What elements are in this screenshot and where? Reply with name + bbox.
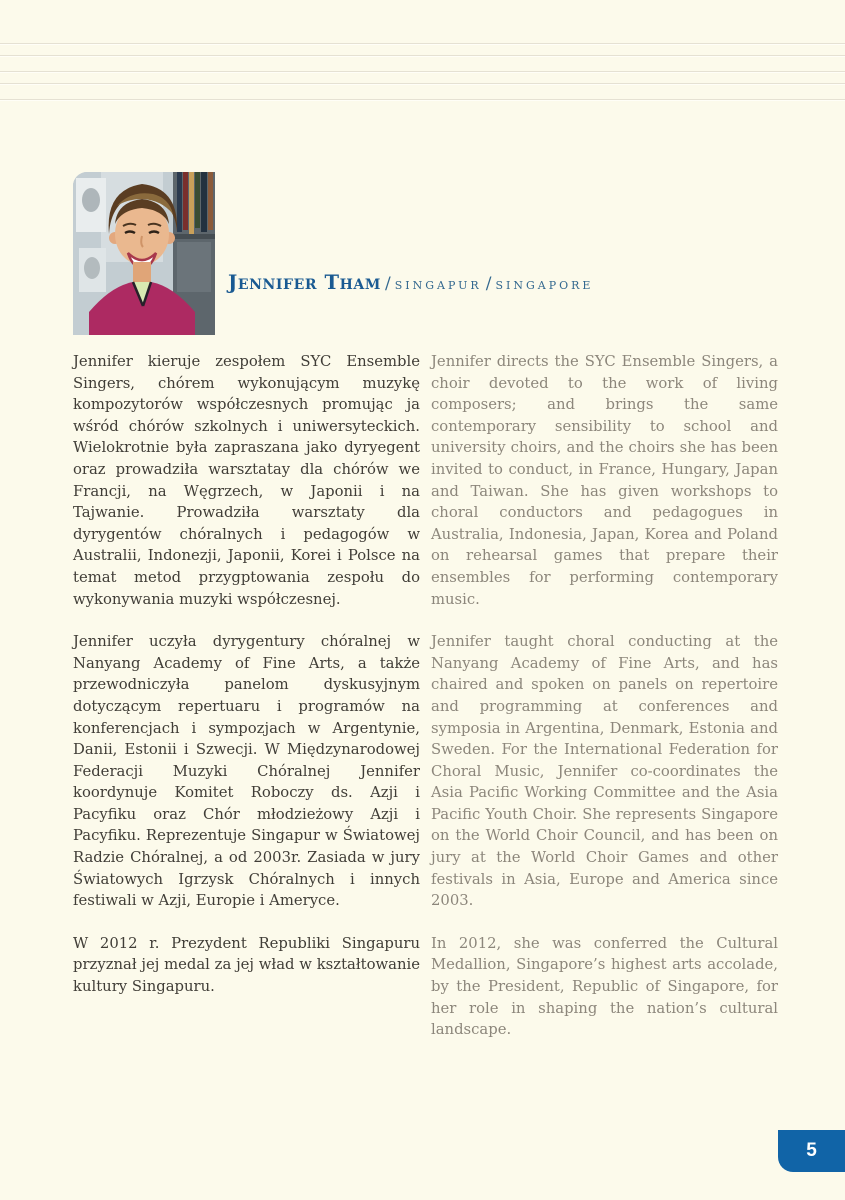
bio-columns: [73, 351, 778, 1062]
polish-paragraph-2: Jennifer uczyła dyrygentury chóralnej w Nanyang Academy of Fine Arts, a także przewodniczyła panelom dyskusyjnym dotyczącym repertuaru i programów na konferencjach i sympozjach w Argentynie, Danii, Estonii i Szwecji. W Międzynarodowej Federacji Muzyki Chóralnej Jennifer koordynuje Komitet Roboczy ds. Azji i Pacyfiku oraz Chór młodzieżowy Azji i Pacyfiku. Reprezentuje Singapur w Światowej Radzie Chóralnej, a od 2003r. Zasiada w jury Światowych Igrzysk Chóralnych i innych festiwali w Azji, Europie i Ameryce.: [73, 633, 420, 910]
portrait-illustration: [73, 172, 215, 335]
column-polish: [73, 351, 420, 1062]
staff-line: [0, 99, 845, 100]
country-english: singapore: [495, 274, 594, 293]
column-english: [431, 351, 778, 1062]
page-number-badge: [778, 1130, 845, 1172]
staff-line: [0, 71, 845, 72]
portrait-photo: [73, 172, 215, 335]
english-paragraph-3: In 2012, she was conferred the Cultural Medallion, Singapore’s highest arts accolade, by the President, Republic of Singapore, for her role in shaping the nation’s cultural landscape.: [431, 934, 778, 1039]
staff-line: [0, 55, 845, 56]
page-number: 5: [806, 1140, 817, 1161]
staff-line: [0, 43, 845, 44]
country-polish: singapur: [394, 274, 482, 293]
artist-name: Jennifer Tham: [228, 271, 381, 294]
separator-slash: /: [384, 274, 391, 294]
staff-line: [0, 83, 845, 84]
polish-paragraph-3: W 2012 r. Prezydent Republiki Singapuru przyznał jej medal za jej wład w kształtowanie kultury Singapuru.: [73, 934, 420, 996]
artist-header: [228, 271, 593, 294]
english-paragraph-2: Jennifer taught choral conducting at the Nanyang Academy of Fine Arts, and has chaired and spoken on panels on repertoire and programming at conferences and symposia in Argentina, Denmark, Estonia and Sweden. For the International Federation for Choral Music, Jennifer co-coordinates the Asia Pacific Working Committee and the Asia Pacific Youth Choir. She represents Singapore on the World Choir Council, and has been on jury at the World Choir Games and other festivals in Asia, Europe and America since 2003.: [431, 633, 778, 910]
separator-slash: /: [485, 274, 492, 294]
polish-paragraph-1: Jennifer kieruje zespołem SYC Ensemble Singers, chórem wykonującym muzykę kompozytorów współczesnych promując ja wśród chórów szkolnych i uniwersyteckich. Wielokrotnie była zapraszana jako dyryegent oraz prowadziła warsztatay dla chórów we Francji, na Węgrzech, w Japonii i na Tajwanie. Prowadziła warsztaty dla dyrygentów chóralnych i pedagogów w Australii, Indonezji, Japonii, Korei i Polsce na temat metod przygptowania zespołu do wykonywania muzyki współczesnej.: [73, 353, 420, 608]
english-paragraph-1: Jennifer directs the SYC Ensemble Singers, a choir devoted to the work of living composers; and brings the same contemporary sensibility to school and university choirs, and the choirs she has been invited to conduct, in France, Hungary, Japan and Taiwan. She has given workshops to choral conductors and pedagogues in Australia, Indonesia, Japan, Korea and Poland on rehearsal games that prepare their ensembles for performing contemporary music.: [431, 353, 778, 608]
